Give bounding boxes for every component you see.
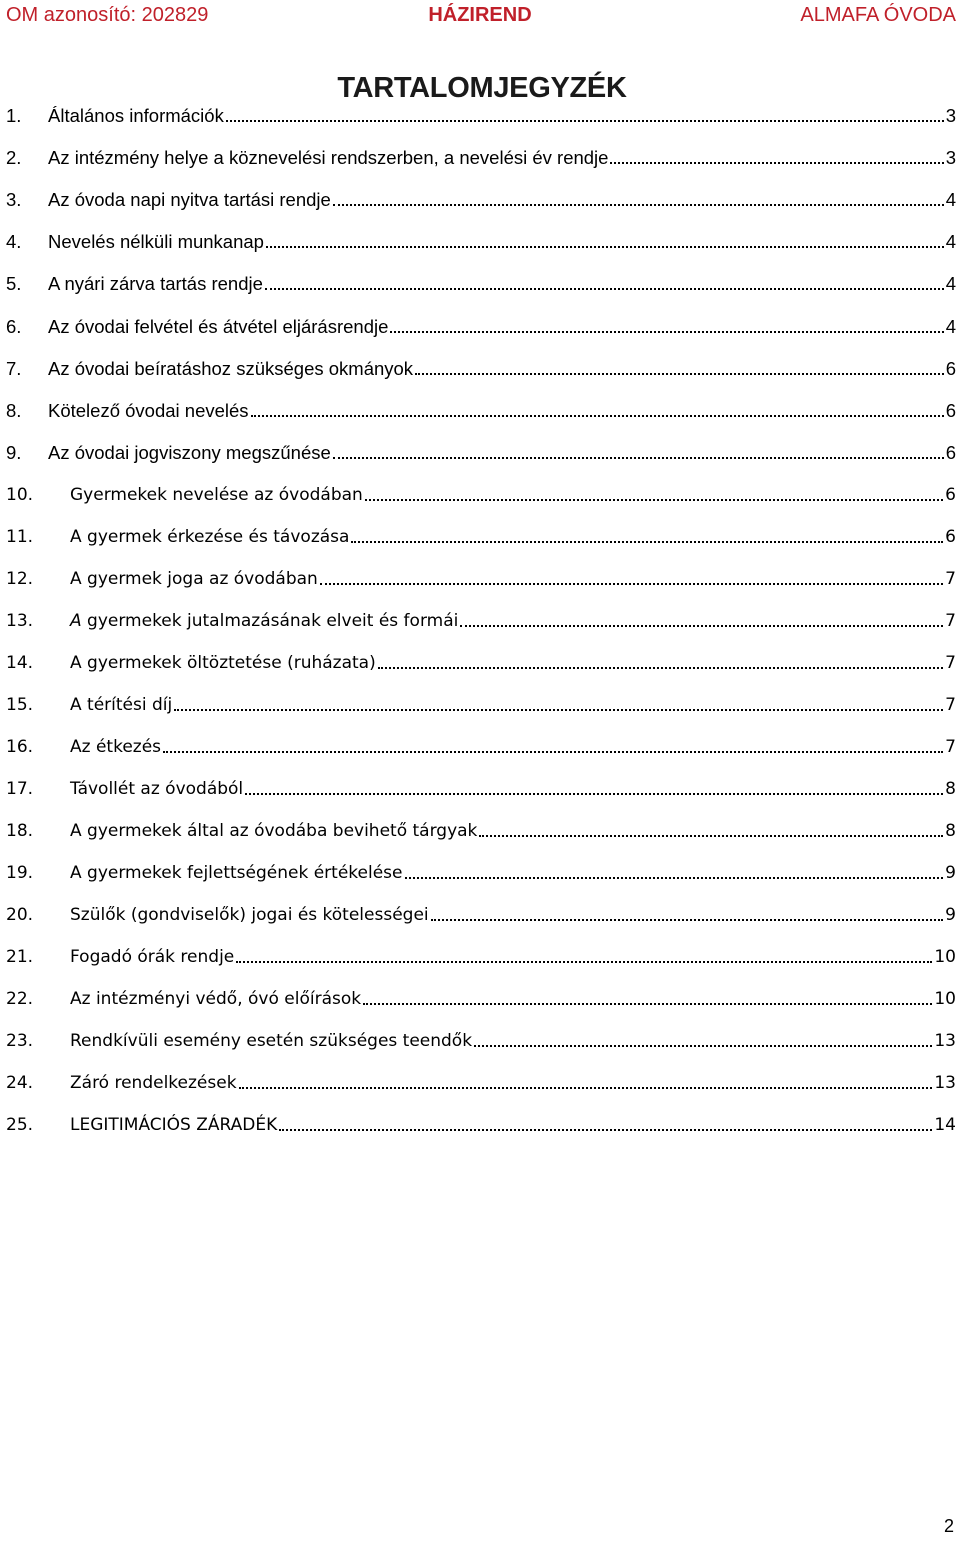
header-om-id: OM azonosító: 202829 xyxy=(6,4,209,26)
toc-entry-number: 23. xyxy=(6,1031,34,1051)
toc-dot-leader xyxy=(320,565,943,585)
page-number: 2 xyxy=(943,1516,954,1536)
toc-entry[interactable] xyxy=(6,1023,956,1053)
toc-entry-page: 6 xyxy=(945,442,956,463)
toc-dot-leader xyxy=(415,355,944,375)
toc-entry-page: 7 xyxy=(945,611,956,631)
toc-entry-number: 20. xyxy=(6,905,34,925)
page-header xyxy=(0,2,960,32)
toc-entry-number: 5. xyxy=(6,273,22,294)
toc-entry-label-italic: A xyxy=(70,611,82,631)
toc-entry-label: A gyermekek fejlettségének értékelése xyxy=(70,863,403,883)
toc-heading: TARTALOMJEGYZÉK xyxy=(337,72,627,104)
toc-dot-leader xyxy=(333,439,944,459)
toc-entry-page: 13 xyxy=(934,1073,956,1093)
toc-entry-number: 3. xyxy=(6,189,22,210)
toc-entry-page: 10 xyxy=(934,947,956,967)
toc-entry-label: Az óvodai jogviszony megszűnése xyxy=(48,442,331,463)
toc-entry-number: 16. xyxy=(6,737,34,757)
toc-entry-label: Az óvodai beíratáshoz szükséges okmányok xyxy=(48,358,414,379)
toc-dot-leader xyxy=(479,817,943,837)
toc-entry-number: 1. xyxy=(6,105,22,126)
toc-entry-number: 8. xyxy=(6,400,22,421)
toc-entry-page: 4 xyxy=(945,231,956,252)
toc-entry-label: A gyermek érkezése és távozása xyxy=(70,527,350,547)
toc-entry[interactable] xyxy=(6,224,956,254)
toc-entry-page: 7 xyxy=(945,569,956,589)
toc-dot-leader xyxy=(431,901,944,921)
toc-dot-leader xyxy=(239,1069,933,1089)
toc-entry-number: 4. xyxy=(6,231,22,252)
toc-entry-number: 9. xyxy=(6,442,22,463)
toc-entry[interactable] xyxy=(6,603,956,633)
toc-entry[interactable] xyxy=(6,897,956,927)
toc-dot-leader xyxy=(236,943,932,963)
toc-dot-leader xyxy=(363,985,932,1005)
toc-entry-page: 9 xyxy=(945,863,956,883)
toc-entry-number: 6. xyxy=(6,316,22,337)
toc-dot-leader xyxy=(365,481,943,501)
toc-entry-label: Szülők (gondviselők) jogai és kötelességei xyxy=(70,905,429,925)
toc-entry-number: 11. xyxy=(6,527,34,547)
toc-entry[interactable] xyxy=(6,393,956,423)
toc-entry-page: 13 xyxy=(934,1031,956,1051)
toc-entry[interactable] xyxy=(6,519,956,549)
toc-entry[interactable] xyxy=(6,561,956,591)
toc-entry-label: Általános információk xyxy=(48,105,224,126)
toc-entry-label: Rendkívüli esemény esetén szükséges teendők xyxy=(70,1031,473,1051)
toc-entry-page: 10 xyxy=(934,989,956,1009)
toc-entry-label: A térítési díj xyxy=(70,695,173,715)
toc-dot-leader xyxy=(460,607,943,627)
toc-entry-label: A nyári zárva tartás rendje xyxy=(48,273,263,294)
toc-entry-number: 7. xyxy=(6,358,22,379)
toc-entry-label: A gyermek joga az óvodában xyxy=(70,569,318,589)
toc-entry-label: Az óvoda napi nyitva tartási rendje xyxy=(48,189,331,210)
toc-entry[interactable] xyxy=(6,182,956,212)
toc-dot-leader xyxy=(351,523,943,543)
toc-entry-label: Az étkezés xyxy=(70,737,162,757)
toc-dot-leader xyxy=(610,144,943,164)
toc-entry[interactable] xyxy=(6,477,956,507)
toc-entry-page: 14 xyxy=(934,1115,956,1135)
toc-entry[interactable] xyxy=(6,729,956,759)
toc-entry-page: 3 xyxy=(945,105,956,126)
toc-entry[interactable] xyxy=(6,939,956,969)
toc-entry-page: 4 xyxy=(945,273,956,294)
toc-entry-number: 17. xyxy=(6,779,34,799)
toc-entry-number: 21. xyxy=(6,947,34,967)
toc-entry-page: 6 xyxy=(945,400,956,421)
toc-entry-label: A gyermekek öltöztetése (ruházata) xyxy=(70,653,376,673)
toc-entry-label: Kötelező óvodai nevelés xyxy=(48,400,249,421)
toc-entry-page: 4 xyxy=(945,316,956,337)
toc-dot-leader xyxy=(474,1027,932,1047)
toc-entry-page: 6 xyxy=(945,485,956,505)
toc-entry[interactable] xyxy=(6,140,956,170)
toc-entry[interactable] xyxy=(6,1065,956,1095)
toc-entry-number: 10. xyxy=(6,485,34,505)
header-document-title: HÁZIREND xyxy=(428,4,532,26)
toc-entry-label: Nevelés nélküli munkanap xyxy=(48,231,264,252)
toc-entry-number: 22. xyxy=(6,989,34,1009)
toc-entry-label: Az óvodai felvétel és átvétel eljárásrendje xyxy=(48,316,389,337)
toc-entry-number: 18. xyxy=(6,821,34,841)
toc-entry[interactable] xyxy=(6,981,956,1011)
toc-entry[interactable] xyxy=(6,266,956,296)
toc-entry-label: Fogadó órák rendje xyxy=(70,947,235,967)
toc-entry[interactable] xyxy=(6,435,956,465)
toc-entry-label: A gyermekek által az óvodába bevihető tárgyak xyxy=(70,821,478,841)
toc-entry-number: 25. xyxy=(6,1115,34,1135)
toc-entry[interactable] xyxy=(6,855,956,885)
toc-dot-leader xyxy=(226,102,944,122)
toc-entry-number: 13. xyxy=(6,611,34,631)
toc-entry-number: 15. xyxy=(6,695,34,715)
toc-entry-page: 6 xyxy=(945,358,956,379)
toc-dot-leader xyxy=(390,313,943,333)
toc-entry-page: 8 xyxy=(945,779,956,799)
toc-dot-leader xyxy=(251,397,944,417)
toc-entry-page: 7 xyxy=(945,653,956,673)
toc-entry-page: 3 xyxy=(945,147,956,168)
toc-entry-page: 6 xyxy=(945,527,956,547)
toc-dot-leader xyxy=(265,270,944,290)
toc-entry-label: Az intézményi védő, óvó előírások xyxy=(70,989,362,1009)
toc-entry[interactable] xyxy=(6,645,956,675)
toc-entry-label: LEGITIMÁCIÓS ZÁRADÉK xyxy=(70,1115,278,1135)
toc-entry[interactable] xyxy=(6,309,956,339)
toc-entry-page: 8 xyxy=(945,821,956,841)
toc-entry[interactable] xyxy=(6,1107,956,1137)
toc-dot-leader xyxy=(163,733,943,753)
toc-entry[interactable] xyxy=(6,687,956,717)
toc-entry[interactable] xyxy=(6,813,956,843)
toc-dot-leader xyxy=(266,228,944,248)
toc-entry-page: 4 xyxy=(945,189,956,210)
toc-entry-page: 9 xyxy=(945,905,956,925)
toc-entry-label xyxy=(70,609,458,633)
toc-entry-label: Távollét az óvodából xyxy=(70,779,244,799)
toc-entry-page: 7 xyxy=(945,695,956,715)
toc-entry-number: 12. xyxy=(6,569,34,589)
toc-entry-label-rest: gyermekek jutalmazásának elveit és formái xyxy=(81,611,459,631)
toc-entry-number: 14. xyxy=(6,653,34,673)
toc-dot-leader xyxy=(378,649,943,669)
toc-entry-number: 24. xyxy=(6,1073,34,1093)
toc-entry[interactable] xyxy=(6,351,956,381)
toc-entry-page: 7 xyxy=(945,737,956,757)
toc-entry-number: 19. xyxy=(6,863,34,883)
toc-entry-label: Az intézmény helye a köznevelési rendszerben, a nevelési év rendje xyxy=(48,147,609,168)
toc-entry-label: Záró rendelkezések xyxy=(70,1073,237,1093)
toc-dot-leader xyxy=(405,859,944,879)
toc-entry-label: Gyermekek nevelése az óvodában xyxy=(70,485,363,505)
toc-dot-leader xyxy=(174,691,943,711)
toc-entry-number: 2. xyxy=(6,147,22,168)
header-institution-name: ALMAFA ÓVODA xyxy=(800,4,956,26)
toc-dot-leader xyxy=(333,186,944,206)
toc-dot-leader xyxy=(245,775,943,795)
toc-dot-leader xyxy=(279,1111,932,1131)
toc-entry[interactable] xyxy=(6,771,956,801)
toc-entry[interactable] xyxy=(6,98,956,128)
